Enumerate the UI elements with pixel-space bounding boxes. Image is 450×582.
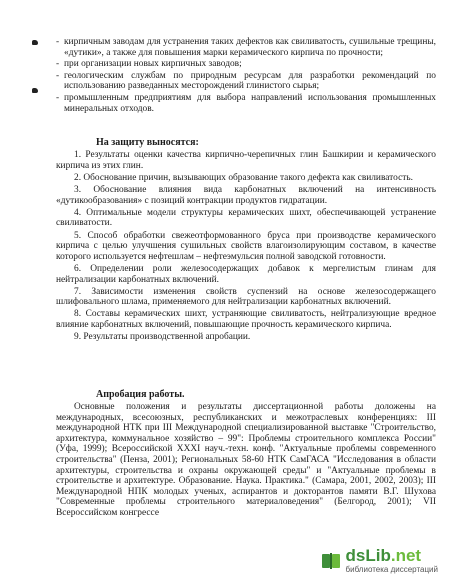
defense-item: 5. Способ обработки свежеотформованного бруса при производстве керамического кирпича с целью улучшения сушильных свойств влагоизолирующим составом, в качестве которого используется нефтешлам – нефтеэмульсия полной заводской готовности.	[56, 230, 436, 262]
margin-mark	[32, 40, 38, 45]
defense-list	[56, 150, 436, 344]
list-item: - при организации новых кирпичных заводов;	[56, 59, 242, 70]
margin-mark	[32, 88, 38, 93]
approbation-paragraph: Основные положения и результаты диссертационной работы доложены на международных, всесоюзных, республиканских и межотраслевых конференциях: III международной НТК при III Международной специализированной выставке "Строительство, архитектура, коммунальное хозяйство – 99": Проблемы строительного комплекса России" (Уфа, 1999); Всероссийской XXXI науч.-техн. конф. "Актуальные проблемы современного строительства" (Пенза, 2001); Региональных 58-60 НТК СамГАСА "Исследования в области архитектуры, строительства и охраны окружающей среды" и "Актуальные проблемы в строительстве и архитектуре. Образование. Наука. Практика." (Самара, 2001, 2002, 2003); III Международной НПК молодых ученых, аспирантов и докторантов памяти В.Г. Шухова "Современные проблемы строительного материаловедения" (Белгород, 2001); VII Всероссийском конгрессе	[56, 402, 436, 518]
defense-item: 9. Результаты производственной апробации.	[74, 332, 251, 343]
watermark-brand: dsLib.net	[345, 546, 422, 565]
watermark-text	[346, 547, 438, 574]
defense-item: 3. Обоснование влияния вида карбонатных включений на интенсивность «дутикообразования» с позиций контракции продуктов гидратации.	[56, 184, 436, 206]
defense-item: 1. Результаты оценки качества кирпично-черепичных глин Башкирии и керамического кирпича из этих глин.	[56, 150, 436, 171]
list-item: - промышленным предприятиям для выбора направлений использования промышленных минеральных отходов.	[56, 92, 436, 114]
defense-item: 4. Оптимальные модели структуры керамических шихт, обеспечивающей устранение свиливатости.	[56, 207, 436, 229]
approbation-heading: Апробация работы.	[96, 389, 185, 400]
book-logo-icon	[320, 550, 342, 572]
usage-list	[56, 37, 436, 115]
defense-item: 2. Обоснование причин, вызывающих образование такого дефекта как свиливатость.	[74, 172, 413, 183]
defense-heading: На защиту выносятся:	[96, 137, 199, 148]
defense-item: 6. Определении роли железосодержащих добавок к мергелистым глинам для нейтрализации карбонатных включений.	[56, 263, 436, 285]
defense-item: 7. Зависимости изменения свойств суспензий на основе железосодержащего шлифовального шлама, применяемого для нейтрализации карбонатных включений.	[56, 286, 436, 308]
list-item: - кирпичным заводам для устранения таких дефектов как свиливатость, сушильные трещины, «дутики», а также для повышения марки керамического кирпича по прочности;	[56, 37, 436, 58]
watermark-subtitle: библиотека диссертаций	[345, 565, 438, 574]
dslib-watermark[interactable]	[320, 547, 438, 574]
list-item: - геологическим службам по природным ресурсам для разработки рекомендаций по использованию разведанных месторождений глинистого сырья;	[56, 70, 436, 92]
defense-item: 8. Составы керамических шихт, устраняющие свиливатость, нейтрализующие вредное влияние карбонатных включений, повышающие прочность керамического кирпича.	[56, 309, 436, 331]
